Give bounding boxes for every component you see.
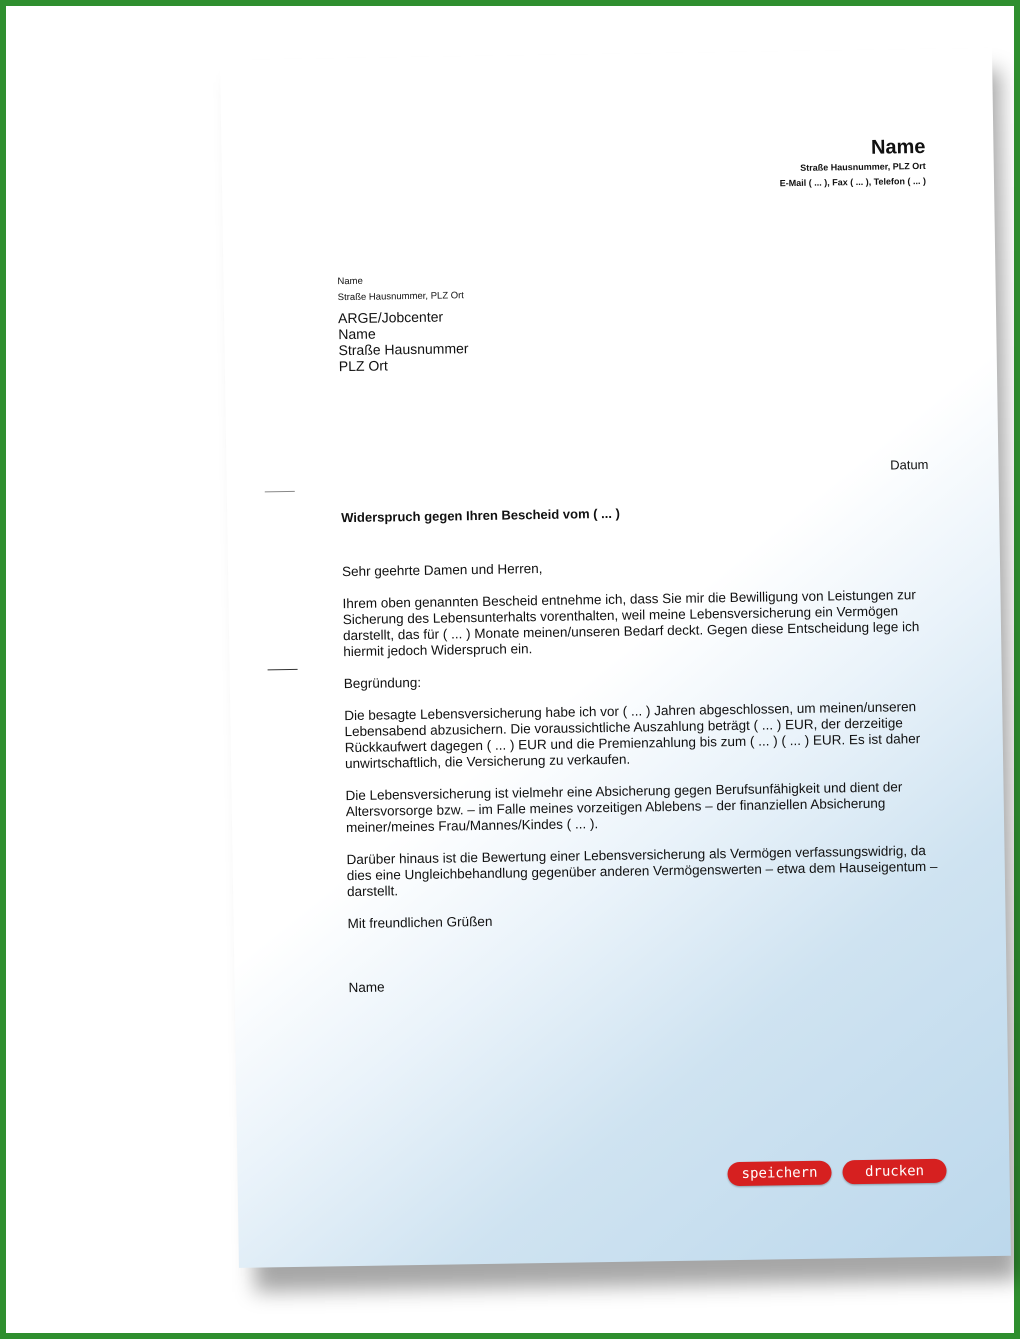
letter-body xyxy=(342,555,949,1012)
paragraph-intro: Ihrem oben genannten Bescheid entnehme ich, dass Sie mir die Bewilligung von Leistungen zur Sicherung des Lebensunterhalts vorenthalten, weil meine Lebensversicherung ein Vermögen darstellt, das für ( ... ) Monate meinen/unseren Bedarf deckt. Gegen diese Entscheidung lege ich hiermit jedoch Widerspruch ein. xyxy=(342,587,920,660)
return-address xyxy=(337,272,464,306)
print-button[interactable]: drucken xyxy=(842,1159,946,1185)
paragraph-reason-3: Darüber hinaus ist die Bewertung einer Lebensversicherung als Vermögen verfassungswidrig, da dies eine Ungleichbehandlung gegenüber anderen Vermögenswerten – etwa dem Hauseigentum – darstellt. xyxy=(346,843,938,900)
sender-address: Straße Hausnummer, PLZ Ort xyxy=(800,160,926,173)
punch-mark xyxy=(268,669,298,670)
sender-name: Name xyxy=(870,135,926,159)
return-address-name: Name xyxy=(337,275,363,288)
date-field: Datum xyxy=(890,456,929,473)
recipient-line-2: Name xyxy=(338,325,376,343)
closing: Mit freundlichen Grüßen xyxy=(347,913,493,932)
return-address-street: Straße Hausnummer, PLZ Ort xyxy=(337,290,465,304)
fold-mark xyxy=(265,491,295,492)
recipient-line-1: ARGE/Jobcenter xyxy=(337,308,444,327)
sender-header xyxy=(779,135,926,191)
sender-contact: E-Mail ( ... ), Fax ( ... ), Telefon ( ... ) xyxy=(779,175,927,189)
recipient-address xyxy=(338,308,469,374)
recipient-line-4: PLZ Ort xyxy=(338,357,388,375)
save-button[interactable]: speichern xyxy=(727,1161,831,1187)
salutation: Sehr geehrte Damen und Herren, xyxy=(341,560,543,580)
recipient-line-3: Straße Hausnummer xyxy=(338,340,469,359)
letter-page xyxy=(220,48,1011,1268)
letter-subject: Widerspruch gegen Ihren Bescheid vom ( ... ) xyxy=(341,505,621,526)
reason-heading: Begründung: xyxy=(343,674,422,692)
paragraph-reason-2: Die Lebensversicherung ist vielmehr eine Absicherung gegen Berufsunfähigkeit und dient der Altersvorsorge bzw. – im Falle meines vorzeitigen Ablebens – der finanziellen Absicherung meiner/meines Frau/Mannes/Kindes ( ... ). xyxy=(345,779,903,836)
paragraph-reason-1: Die besagte Lebensversicherung habe ich vor ( ... ) Jahren abgeschlossen, um meinen/unseren Lebensabend abzusichern. Die voraussichtliche Auszahlung beträgt ( ... ) EUR, der derzeitige Rückkaufwert dagegen ( ... ) EUR und die Premienzahlung bis zum ( ... ) ( ... ) EUR. Es ist daher unwirtschaftlich, die Versicherung zu verkaufen. xyxy=(344,699,921,772)
signature-name: Name xyxy=(348,979,385,996)
